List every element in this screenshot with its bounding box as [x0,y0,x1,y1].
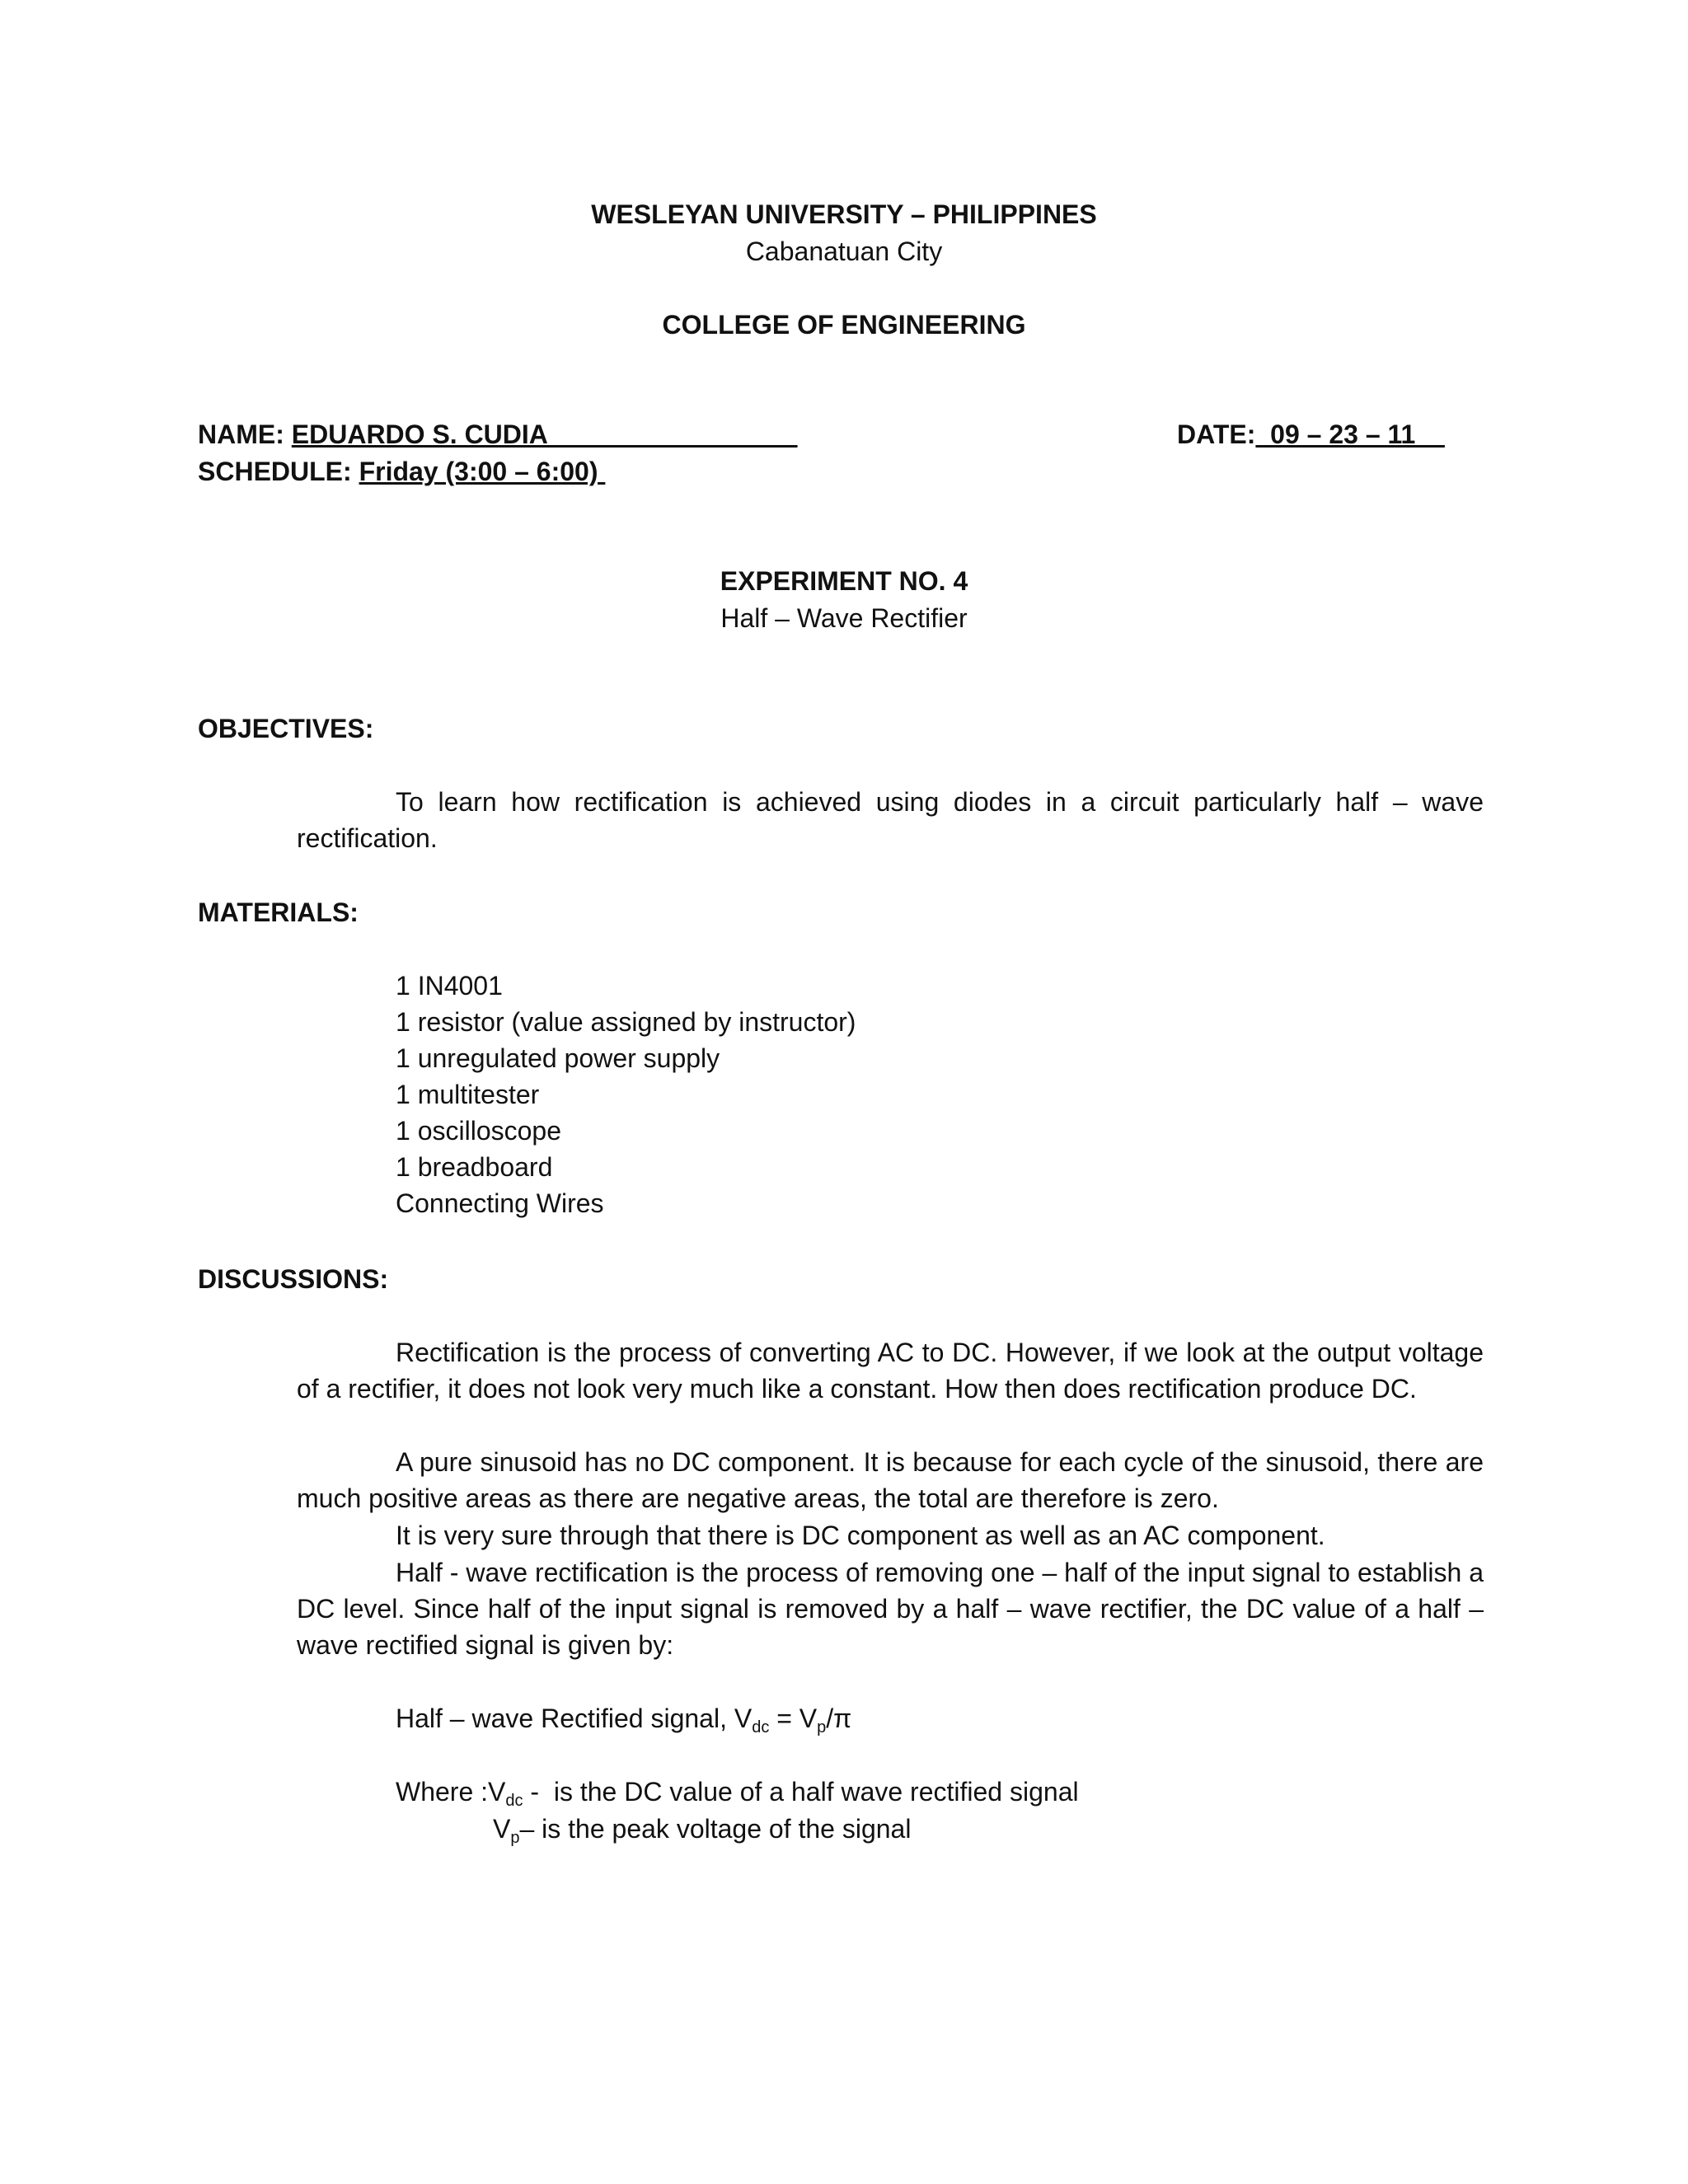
formula-prefix: Half – wave Rectified signal, V [396,1704,753,1733]
list-item: Connecting Wires [396,1188,604,1218]
discussion-paragraph-1: Rectification is the process of converting AC to DC. However, if we look at the output voltage of a rectifier, it does not look very much like a constant. How then does rectification produce DC. [297,1338,1484,1404]
name-value: EDUARDO S. CUDIA_________________ [291,419,798,449]
university-city: Cabanatuan City [745,237,943,266]
where-prefix: Where :V [396,1777,506,1807]
where-prefix-2: V [493,1814,511,1844]
schedule-value: Friday (3:00 – 6:00) [359,457,606,486]
where-line-2 [493,1811,911,1847]
objectives-heading: OBJECTIVES: [198,714,374,743]
list-item: 1 IN4001 [396,971,503,1001]
where-text-1: - is the DC value of a half wave rectified signal [523,1777,1079,1807]
where-sub-p: p [510,1829,520,1847]
materials-heading: MATERIALS: [198,898,359,927]
list-item: 1 multitester [396,1080,540,1109]
discussion-paragraph-4: Half - wave rectification is the process of removing one – half of the input signal to establish a DC level. Since half of the input signal is removed by a half – wave rectifier, the DC value of a half – wave rectified signal is given by: [297,1558,1484,1660]
where-text-2: – is the peak voltage of the signal [519,1814,912,1844]
schedule-label: SCHEDULE: [198,457,352,486]
list-item: 1 unregulated power supply [396,1043,720,1073]
formula-line [396,1700,851,1736]
materials-list [396,968,856,1221]
discussion-paragraph-2: A pure sinusoid has no DC component. It is because for each cycle of the sinusoid, there are much positive areas as there are negative areas, the total are therefore is zero. [297,1447,1484,1513]
formula-sub-dc: dc [752,1718,770,1736]
discussions-heading: DISCUSSIONS: [198,1264,389,1294]
college-name: COLLEGE OF ENGINEERING [662,310,1026,340]
name-row [198,416,797,452]
name-label: NAME: [198,419,284,449]
list-item: 1 breadboard [396,1152,553,1182]
date-value: 09 – 23 – 11 [1255,419,1445,449]
list-item: 1 resistor (value assigned by instructor) [396,1007,856,1037]
objectives-text: To learn how rectification is achieved using diodes in a circuit particularly half – wave rectification. [297,787,1484,853]
formula-suffix: /π [826,1704,852,1733]
experiment-title: Half – Wave Rectifier [720,603,968,633]
where-sub-dc: dc [505,1792,523,1810]
date-row [1177,416,1445,452]
formula-sub-p: p [817,1718,827,1736]
where-line-1 [396,1774,1079,1810]
discussion-paragraph-3: It is very sure through that there is DC component as well as an AC component. [396,1521,1325,1550]
experiment-number: EXPERIMENT NO. 4 [720,566,968,596]
schedule-row [198,453,605,490]
formula-mid: = V [769,1704,818,1733]
university-name: WESLEYAN UNIVERSITY – PHILIPPINES [591,199,1097,229]
date-label: DATE: [1177,419,1256,449]
list-item: 1 oscilloscope [396,1116,561,1146]
